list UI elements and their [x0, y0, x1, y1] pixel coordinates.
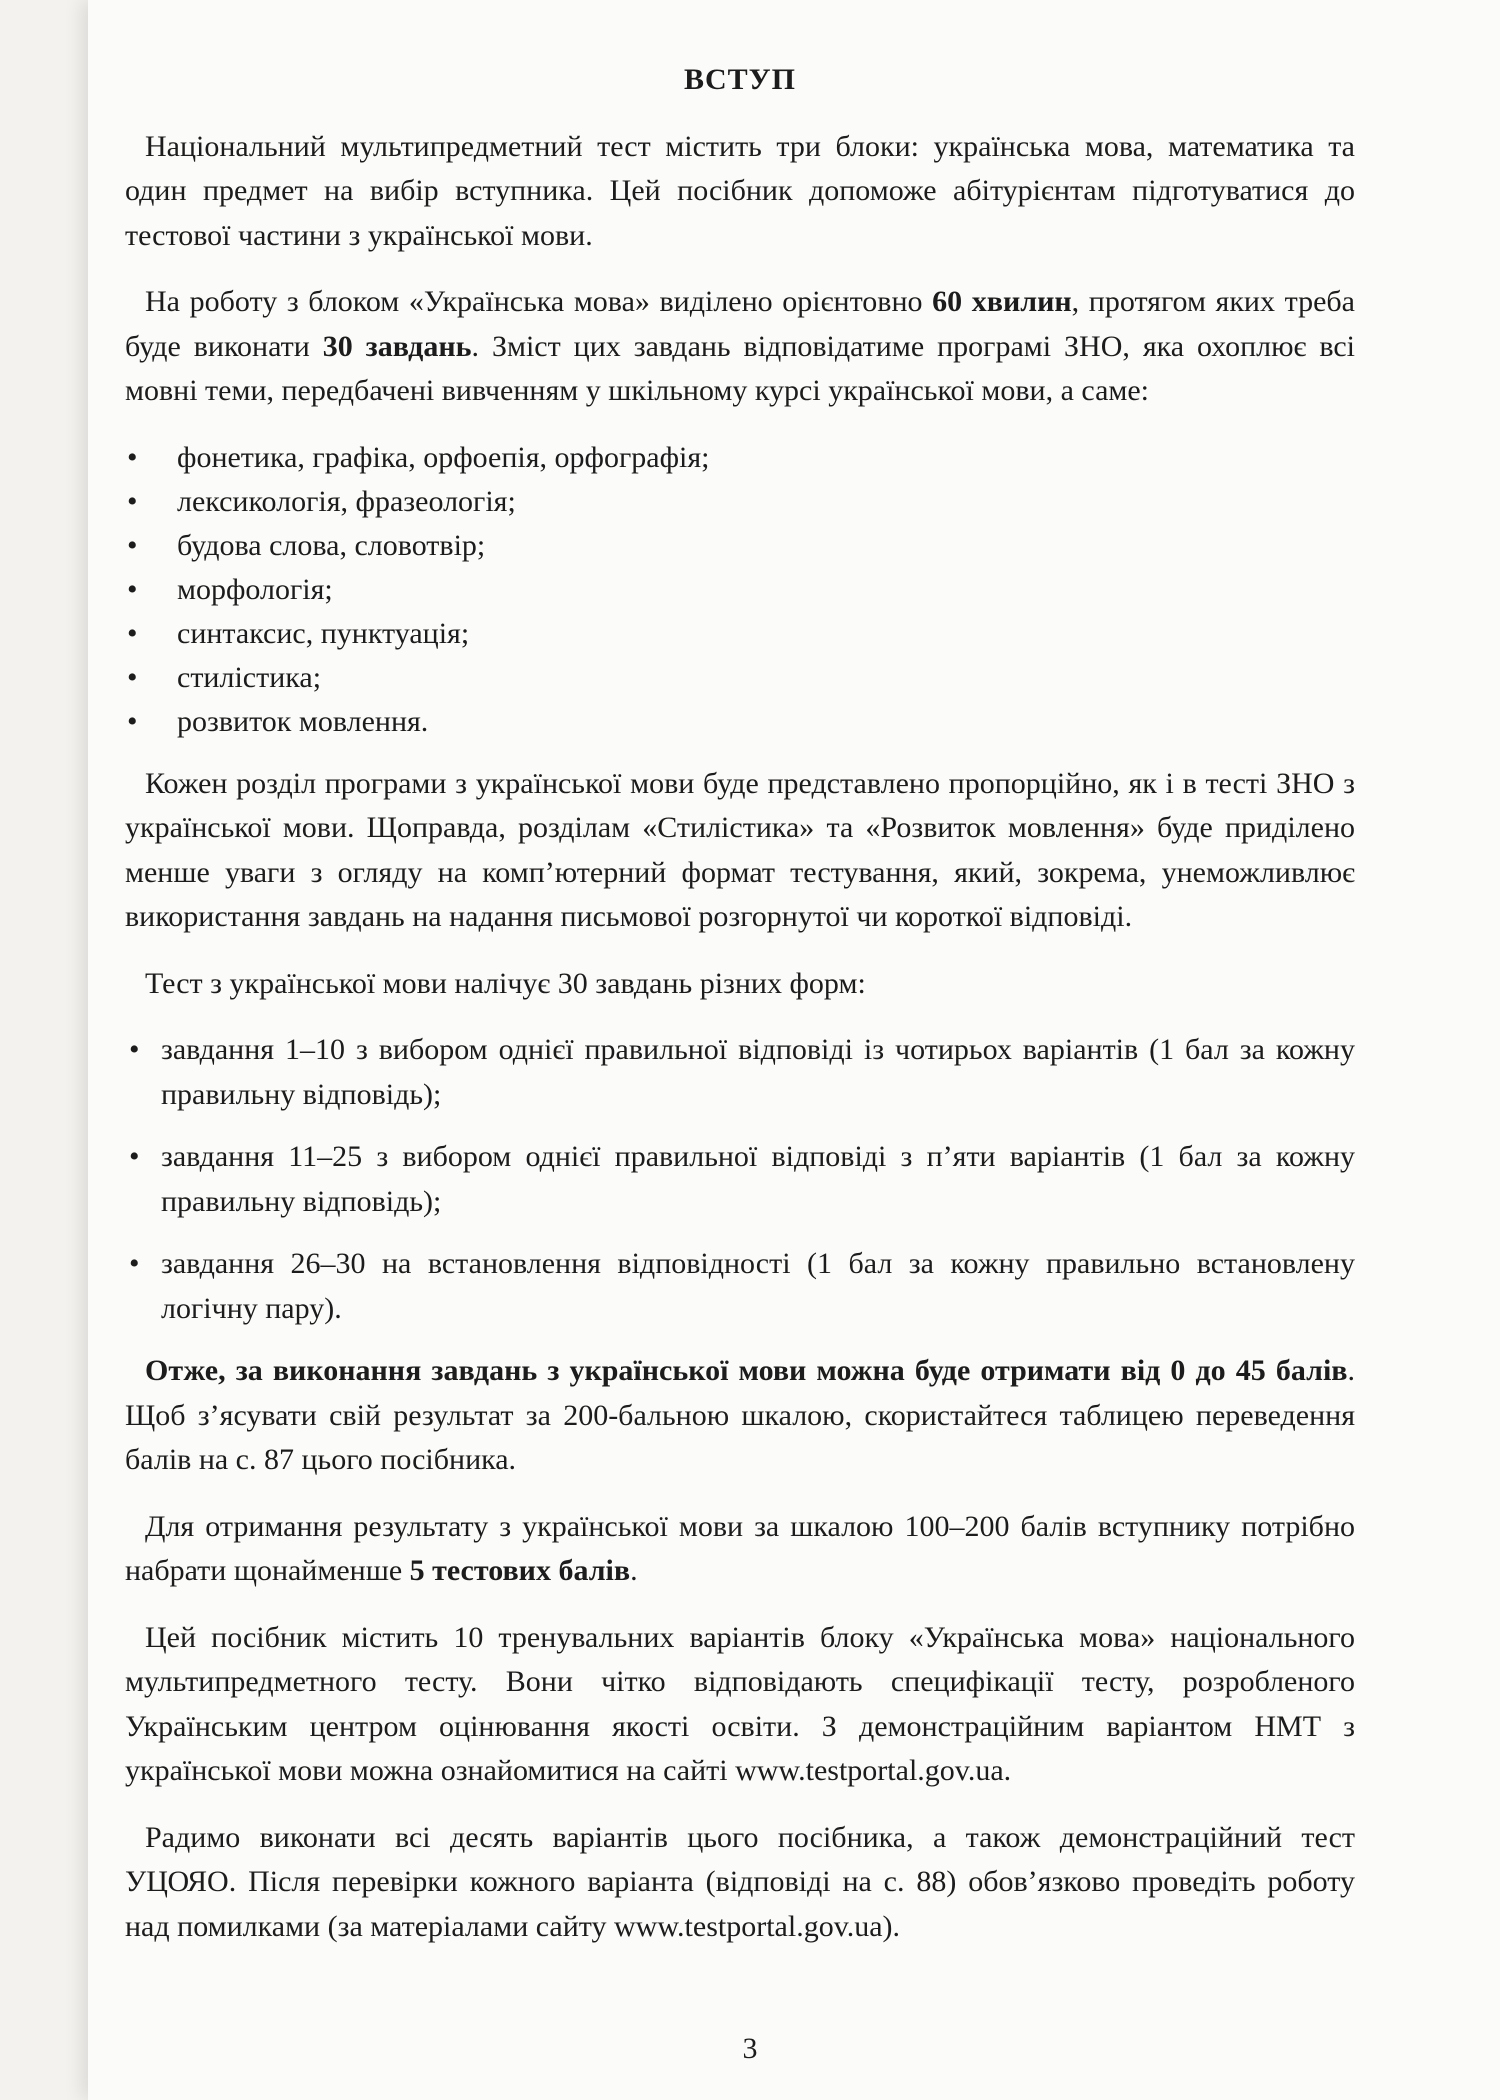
- block-info-paragraph: [125, 280, 1355, 414]
- list-item: • морфологія;: [125, 568, 1355, 612]
- list-item: • синтаксис, пунктуація;: [125, 612, 1355, 656]
- threshold-value: 5 тестових балів: [409, 1554, 631, 1587]
- page-title: ВСТУП: [683, 63, 797, 96]
- variants-paragraph: Цей посібник містить 10 тренувальних варіантів блоку «Українська мова» національного мультипредметного тесту. Вони чітко відповідають специфікації тесту, розробленого Українським центром оцінювання якості освіти. З демонстраційним варіантом НМТ з української мови можна ознайомитися на сайті www.testportal.gov.ua.: [125, 1620, 1355, 1787]
- score-text-1: Отже,: [145, 1354, 236, 1387]
- score-paragraph: [125, 1349, 1355, 1483]
- list-item: • стилістика;: [125, 656, 1355, 700]
- score-range: за виконання завдань з української мови можна буде отримати від 0 до 45 балів: [235, 1354, 1348, 1387]
- forms-intro: Тест з української мови налічує 30 завдань різних форм:: [145, 966, 866, 1000]
- block-info-text-2: , протягом яких треба буде виконати: [125, 285, 1355, 363]
- block-info-text-1: На роботу з блоком «Українська мова» виділено орієнтовно: [145, 285, 933, 318]
- score-text-2: . Щоб з’ясувати свій результат за 200-бальною шкалою, скористайтеся таблицею переведення балів на с. 87 цього посібника.: [125, 1354, 1355, 1476]
- advice-paragraph: Радимо виконати всі десять варіантів цього посібника, а також демонстраційний тест УЦОЯО. Після перевірки кожного варіанта (відповіді на с. 88) обов’язково проведіть роботу над помилками (за матеріалами сайту www.testportal.gov.ua).: [125, 1820, 1355, 1943]
- threshold-text-2: .: [630, 1554, 638, 1587]
- block-info-text-3: . Зміст цих завдань відповідатиме програмі ЗНО, яка охоплює всі мовні теми, передбачені вивченням у шкільному курсі української мови, а саме:: [125, 329, 1355, 407]
- page-content: [125, 58, 1355, 1971]
- list-item: • будова слова, словотвір;: [125, 524, 1355, 568]
- list-item: • завдання 1–10 з вибором однієї правильної відповіді із чотирьох варіантів (1 бал за кожну правильну відповідь);: [125, 1028, 1355, 1117]
- sections-paragraph: Кожен розділ програми з української мови буде представлено пропорційно, як і в тесті ЗНО з української мови. Щоправда, розділам «Стилістика» та «Розвиток мовлення» буде приділено менше уваги з огляду на комп’ютерний формат тестування, який, зокрема, унеможливлює використання завдань на надання письмової розгорнутої чи короткої відповіді.: [125, 766, 1355, 933]
- threshold-text-1: Для отримання результату з української мови за шкалою 100–200 балів вступнику потрібно набрати щонайменше: [125, 1509, 1355, 1587]
- task-forms-list: [125, 1028, 1355, 1331]
- list-item: • лексикологія, фразеологія;: [125, 480, 1355, 524]
- list-item: • фонетика, графіка, орфоепія, орфографія;: [125, 436, 1355, 480]
- time-limit: 60 хвилин: [932, 285, 1072, 318]
- list-item: • розвиток мовлення.: [125, 700, 1355, 744]
- topics-list: [125, 436, 1355, 744]
- intro-paragraph: Національний мультипредметний тест містить три блоки: українська мова, математика та один предмет на вибір вступника. Цей посібник допоможе абітурієнтам підготуватися до тестової частини з української мови.: [125, 129, 1355, 252]
- threshold-paragraph: [125, 1505, 1355, 1594]
- page-number: 3: [742, 2032, 758, 2065]
- list-item: • завдання 26–30 на встановлення відповідності (1 бал за кожну правильно встановлену логічну пару).: [125, 1242, 1355, 1331]
- task-count: 30 завдань: [322, 329, 472, 363]
- list-item: • завдання 11–25 з вибором однієї правильної відповіді з п’яти варіантів (1 бал за кожну правильну відповідь);: [125, 1135, 1355, 1224]
